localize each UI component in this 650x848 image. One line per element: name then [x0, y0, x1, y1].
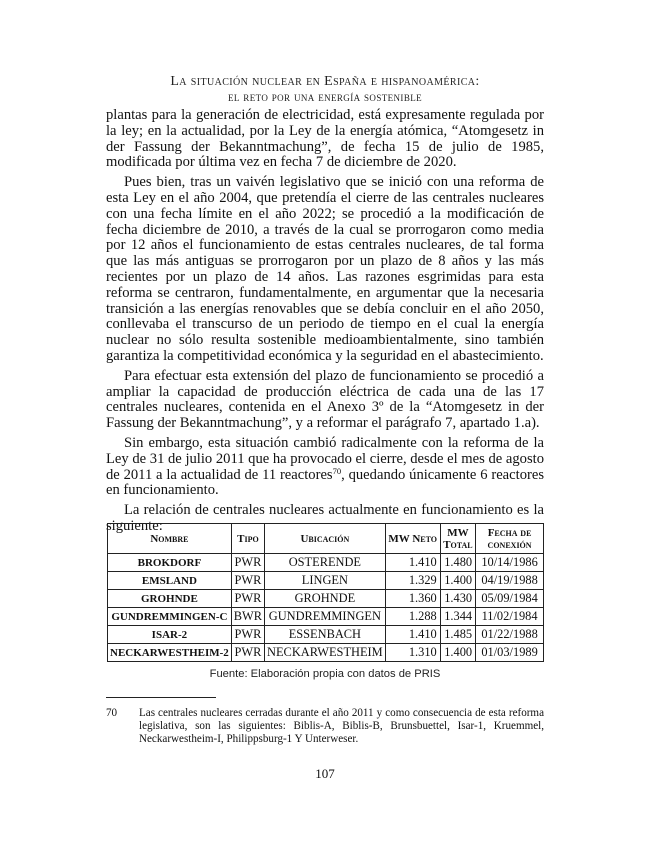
- cell-location: NECKARWESTHEIM: [265, 644, 386, 662]
- paragraph-3: Para efectuar esta extensión del plazo de funcionamiento se procedió a ampliar la capacidad de producción eléctrica de cada una de las 17 centrales nucleares, contenida en el Anexo 3º de la “Atomgesetz in der Fassung der Bekanntmachung”, y a reformar el parágrafo 7, apartado 1.a).: [106, 367, 544, 432]
- paragraph-4-text: Sin embargo, esta situación cambió radicalmente con la reforma de la Ley de 31 de julio 2011 que ha provocado el cierre, desde el mes de agosto de 2011 a la actualidad de 11 reactores: [106, 434, 544, 483]
- table-row: [108, 644, 544, 662]
- header-name: Nombre: [108, 524, 232, 554]
- paragraph-2: Pues bien, tras un vaivén legislativo que se inició con una reforma de esta Ley en el año 2004, que pretendía el cierre de las centrales nucleares con una fecha límite en el año 2022; se procedió a la modificación de fecha diciembre de 2010, a través de la cual se prorrogaron como media por 12 años el funcionamiento de estas centrales nucleares, de tal forma que las más antiguas se prorrogaron por un plazo de 8 años y las más recientes por un plazo de 14 años. Las razones esgrimidas para esta reforma se centraron, fundamentalmente, en argumentar que la necesaria transición a las energías renovables que se debía concluir en el año 2050, conllevaba el transcurso de un periodo de tiempo en el cual la energía nuclear no sólo resulta sostenible medioambientalmente, sino también garantiza la competitividad económica y la seguridad en el abastecimiento.: [106, 174, 544, 364]
- cell-type: PWR: [231, 644, 264, 662]
- cell-date: 10/14/1986: [476, 554, 544, 572]
- paragraph-4: [106, 436, 544, 499]
- cell-mw-total: 1.400: [440, 572, 475, 590]
- cell-mw-net: 1.410: [385, 626, 440, 644]
- cell-mw-total: 1.430: [440, 590, 475, 608]
- cell-mw-total: 1.485: [440, 626, 475, 644]
- cell-date: 11/02/1984: [476, 608, 544, 626]
- cell-name: GROHNDE: [108, 590, 232, 608]
- cell-location: GUNDREMMINGEN: [265, 608, 386, 626]
- header-mw-net: MW Neto: [385, 524, 440, 554]
- cell-type: PWR: [231, 554, 264, 572]
- header-mw-total-line1: MW: [447, 526, 469, 539]
- table-row: [108, 572, 544, 590]
- table-body: [108, 554, 544, 662]
- cell-name: ISAR-2: [108, 626, 232, 644]
- header-date-line1: Fecha de: [487, 526, 532, 539]
- header-line-1: La situación nuclear en España e hispanoamérica:: [170, 74, 480, 89]
- cell-name: EMSLAND: [108, 572, 232, 590]
- cell-mw-total: 1.344: [440, 608, 475, 626]
- cell-location: GROHNDE: [265, 590, 386, 608]
- footnote-text: Las centrales nucleares cerradas durante el año 2011 y como consecuencia de esta reforma legislativa, son las siguientes: Biblis-A, Biblis-B, Brunsbuettel, Isar-1, Kruemmel, Neckarwestheim-I, Philippsburg-1 Y Unterweser.: [139, 707, 544, 745]
- paragraph-4-end: , quedando únicamente 6 reactores en funcionamiento.: [106, 466, 545, 499]
- cell-mw-net: 1.310: [385, 644, 440, 662]
- body-text: [106, 108, 544, 539]
- cell-type: PWR: [231, 590, 264, 608]
- cell-date: 05/09/1984: [476, 590, 544, 608]
- footnote: [106, 707, 544, 746]
- paragraph-1: plantas para la generación de electricidad, está expresamente regulada por la ley; en la actualidad, por la Ley de la energía atómica, “Atomgesetz in der Fassung der Bekanntmachung”, de fecha 15 de julio de 1985, modificada por última vez en fecha 7 de diciembre de 2020.: [106, 107, 544, 171]
- cell-type: PWR: [231, 626, 264, 644]
- header-location: Ubicación: [265, 524, 386, 554]
- cell-name: GUNDREMMINGEN-C: [108, 608, 232, 626]
- table-source: Fuente: Elaboración propia con datos de PRIS: [209, 668, 441, 680]
- cell-location: ESSENBACH: [265, 626, 386, 644]
- table-header-row: [108, 524, 544, 554]
- cell-mw-net: 1.288: [385, 608, 440, 626]
- cell-date: 04/19/1988: [476, 572, 544, 590]
- nuclear-plants-table: [107, 523, 544, 662]
- table-row: [108, 590, 544, 608]
- cell-type: PWR: [231, 572, 264, 590]
- header-line-2: el reto por una energía sostenible: [227, 90, 423, 104]
- table-row: [108, 626, 544, 644]
- cell-mw-net: 1.360: [385, 590, 440, 608]
- paragraph-5: La relación de centrales nucleares actualmente en funcionamiento es la siguiente:: [106, 502, 544, 534]
- table-row: [108, 608, 544, 626]
- footnote-reference[interactable]: 70: [332, 465, 342, 476]
- cell-mw-total: 1.400: [440, 644, 475, 662]
- page-number: 107: [315, 766, 335, 781]
- footnote-number: 70: [106, 707, 118, 719]
- cell-location: LINGEN: [265, 572, 386, 590]
- cell-mw-net: 1.329: [385, 572, 440, 590]
- footnote-divider: [106, 697, 216, 698]
- cell-type: BWR: [231, 608, 264, 626]
- cell-location: OSTERENDE: [265, 554, 386, 572]
- cell-mw-total: 1.480: [440, 554, 475, 572]
- running-header: [80, 74, 570, 105]
- cell-mw-net: 1.410: [385, 554, 440, 572]
- cell-date: 01/22/1988: [476, 626, 544, 644]
- header-mw-total: [440, 524, 475, 554]
- cell-name: BROKDORF: [108, 554, 232, 572]
- cell-name: NECKARWESTHEIM-2: [108, 644, 232, 662]
- header-connection-date: [476, 524, 544, 554]
- table-row: [108, 554, 544, 572]
- header-type: Tipo: [231, 524, 264, 554]
- header-date-line2: conexión: [487, 538, 532, 551]
- header-mw-total-line2: Total: [443, 538, 473, 551]
- cell-date: 01/03/1989: [476, 644, 544, 662]
